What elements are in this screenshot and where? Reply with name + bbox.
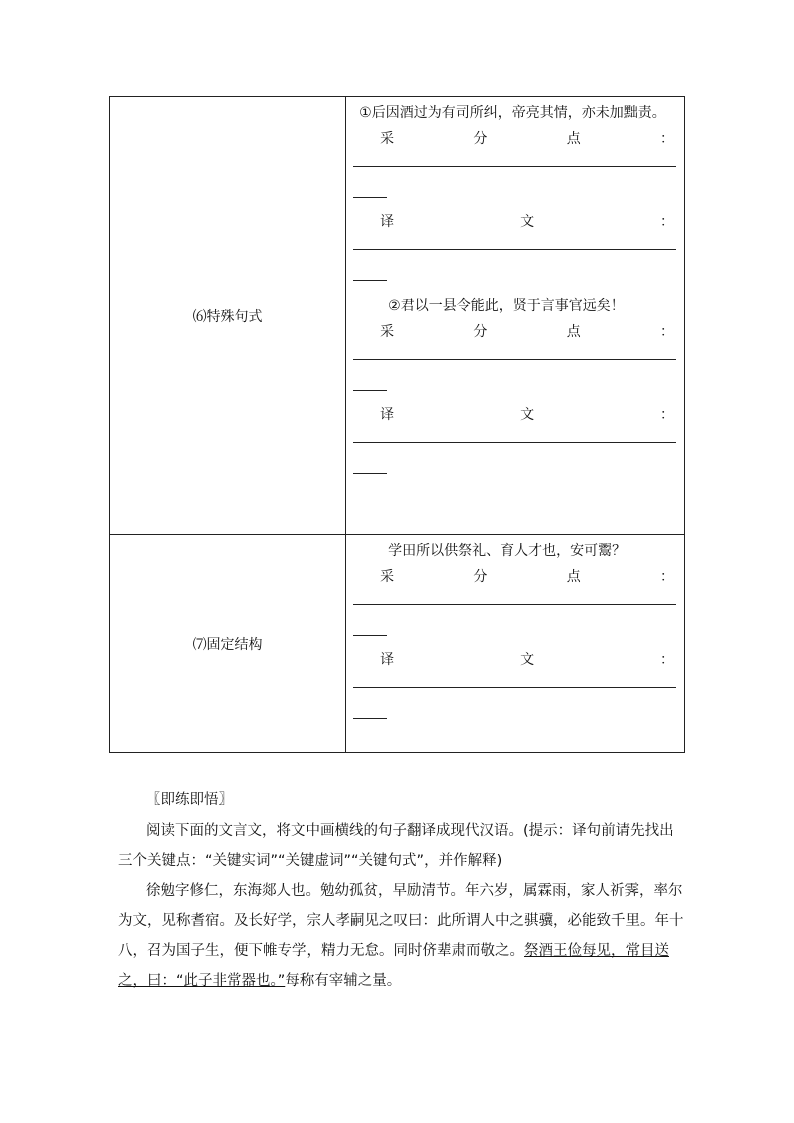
instruction-paragraph bbox=[118, 816, 688, 876]
translation-label bbox=[380, 650, 674, 670]
label-char: 文 bbox=[520, 407, 535, 423]
scoring-points-label bbox=[380, 129, 674, 149]
answer-line[interactable] bbox=[353, 442, 676, 443]
passage-text bbox=[118, 876, 688, 996]
label-char: ： bbox=[659, 569, 674, 585]
label-char: 采 bbox=[380, 324, 395, 340]
label-char: 译 bbox=[380, 407, 395, 423]
answer-line-end bbox=[353, 197, 387, 198]
label-char: 译 bbox=[380, 652, 395, 668]
answer-line-end bbox=[353, 718, 387, 719]
source-sentence: 学田所以供祭礼、育人才也，安可鬻？ bbox=[388, 543, 627, 559]
source-sentence: ①后因酒过为有司所纠，帝亮其情，亦未加黜责。 bbox=[359, 105, 666, 121]
label-char: ： bbox=[659, 214, 674, 230]
passage-paragraph bbox=[118, 876, 688, 996]
label-char: ： bbox=[659, 652, 674, 668]
translation-label bbox=[380, 405, 674, 425]
category-label: ⑺固定结构 bbox=[192, 636, 263, 653]
table-row bbox=[110, 97, 685, 535]
answer-line[interactable] bbox=[353, 249, 676, 250]
label-char: ： bbox=[659, 324, 674, 340]
answer-line[interactable] bbox=[353, 166, 676, 167]
instruction-text: 阅读下面的文言文，将文中画横线的句子翻译成现代汉语。(提示：译句前请先找出三个关键点：“关键实词”“关键虚词”“关键句式”，并作解释) bbox=[118, 823, 674, 869]
translation-label bbox=[380, 212, 674, 232]
source-sentence: ②君以一县令能此，贤于言事官远矣！ bbox=[388, 298, 625, 314]
table-row bbox=[110, 535, 685, 753]
answer-line[interactable] bbox=[353, 687, 676, 688]
passage-tail: 每称有宰辅之量。 bbox=[285, 973, 402, 989]
label-char: 点 bbox=[566, 324, 581, 340]
underlined-sentence: 祭酒王俭每见，常目送之，曰：“此子非常器也。” bbox=[118, 943, 669, 989]
label-char: 文 bbox=[520, 652, 535, 668]
label-char: 文 bbox=[520, 214, 535, 230]
label-char: 分 bbox=[473, 324, 488, 340]
label-char: ： bbox=[659, 131, 674, 147]
answer-line-end bbox=[353, 280, 387, 281]
exercise-table bbox=[109, 96, 685, 753]
label-char: 点 bbox=[566, 131, 581, 147]
content-cell bbox=[346, 97, 685, 535]
answer-line[interactable] bbox=[353, 359, 676, 360]
label-char: 采 bbox=[380, 131, 395, 147]
label-char: ： bbox=[659, 407, 674, 423]
label-char: 点 bbox=[566, 569, 581, 585]
label-char: 采 bbox=[380, 569, 395, 585]
answer-line-end bbox=[353, 473, 387, 474]
category-cell bbox=[110, 535, 346, 753]
category-label: ⑹特殊句式 bbox=[192, 308, 263, 325]
label-char: 分 bbox=[473, 569, 488, 585]
scoring-points-label bbox=[380, 322, 674, 342]
passage-plain: 徐勉字修仁，东海郯人也。勉幼孤贫，早励清节。年六岁，属霖雨，家人祈霁，率尔为文，见称耆宿。及长好学，宗人孝嗣见之叹曰：此所谓人中之骐骥，必能致千里。年十八，召为国子生，便下帷专学，精力无怠。同时侪辈肃而敬之。 bbox=[118, 883, 684, 959]
section-heading: 〖即练即悟〗 bbox=[146, 792, 233, 808]
category-cell bbox=[110, 97, 346, 535]
content-cell bbox=[346, 535, 685, 753]
answer-line-end bbox=[353, 635, 387, 636]
label-char: 译 bbox=[380, 214, 395, 230]
answer-line-end bbox=[353, 390, 387, 391]
label-char: 分 bbox=[473, 131, 488, 147]
answer-line[interactable] bbox=[353, 604, 676, 605]
scoring-points-label bbox=[380, 567, 674, 587]
